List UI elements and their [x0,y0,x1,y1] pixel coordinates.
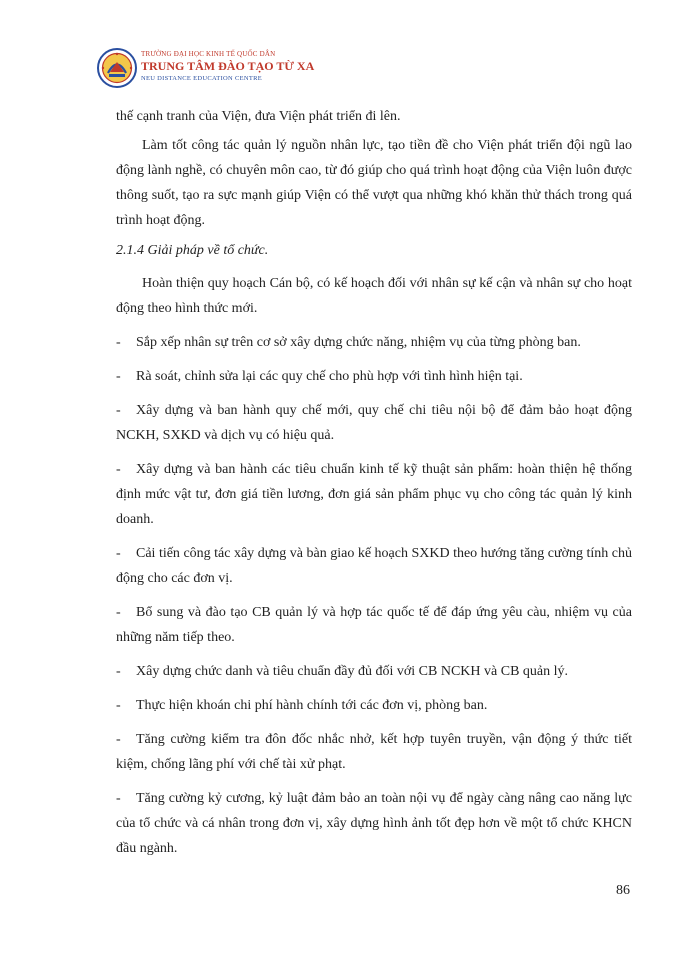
header-text [141,49,314,83]
list-item [116,398,632,448]
header-university: TRƯỜNG ĐẠI HỌC KINH TẾ QUỐC DÂN [141,50,276,58]
bullet-dash: - [116,369,121,384]
list-item-text: Thực hiện khoán chi phí hành chính tới các đơn vị, phòng ban. [136,698,488,713]
bullet-dash: - [116,732,121,747]
header-centre-english: NEU DISTANCE EDUCATION CENTRE [141,75,263,82]
list-item [116,693,632,718]
list-item-text: Xây dựng và ban hành quy chế mới, quy chế chi tiêu nội bộ để đảm bảo hoạt động NCKH, SXKD và dịch vụ có hiệu quả. [116,403,632,443]
bullet-dash: - [116,403,121,418]
paragraph-hr-management: Làm tốt công tác quản lý nguồn nhân lực, tạo tiền đề cho Viện phát triển đội ngũ lao động lành nghề, có chuyên môn cao, từ đó giúp cho quá trình hoạt động của Viện luôn được thông suốt, tạo ra sực mạnh giúp Viện có thể vượt qua những khó khăn thử thách trong quá trình hoạt động. [116,138,632,228]
list-item [116,364,632,389]
page-header [97,46,337,90]
list-item-text: Tăng cường kiểm tra đôn đốc nhắc nhở, kết hợp tuyên truyền, vận động ý thức tiết kiệm, chống lãng phí với chế tài xử phạt. [116,732,632,772]
bullet-dash: - [116,546,121,561]
bullet-dash: - [116,664,121,679]
list-item [116,600,632,650]
bullet-dash: - [116,698,121,713]
page-number: 86 [616,883,630,898]
list-item-text: Bổ sung và đào tạo CB quản lý và hợp tác quốc tế để đáp ứng yêu càu, nhiệm vụ của những năm tiếp theo. [116,605,632,645]
list-item [116,330,632,355]
list-item-text: Xây dựng và ban hành các tiêu chuẩn kinh tế kỹ thuật sản phẩm: hoàn thiện hệ thống định mức vật tư, đơn giá tiền lương, đơn giá sản phẩm phục vụ cho công tác quản lý kinh doanh. [116,462,632,527]
list-item-text: Sắp xếp nhân sự trên cơ sở xây dựng chức năng, nhiệm vụ của từng phòng ban. [136,335,581,350]
paragraph-continuation: thế cạnh tranh của Viện, đưa Viện phát triển đi lên. [116,109,401,124]
list-item [116,541,632,591]
paragraph-planning: Hoàn thiện quy hoạch Cán bộ, có kế hoạch đối với nhân sự kế cận và nhân sự cho hoạt động theo hình thức mới. [116,276,632,316]
header-centre-name: TRUNG TÂM ĐÀO TẠO TỪ XA [141,59,315,73]
bullet-dash: - [116,605,121,620]
list-item-text: Tăng cường kỷ cương, kỷ luật đảm bảo an toàn nội vụ để ngày càng nâng cao năng lực của tổ chức và cá nhân trong đơn vị, xây dựng hình ảnh tốt đẹp hơn về một tổ chức KHCN đầu ngành. [116,791,632,856]
list-item-text: Rà soát, chỉnh sửa lại các quy chế cho phù hợp với tình hình hiện tại. [136,369,523,384]
list-item [116,786,632,861]
bullet-dash: - [116,462,121,477]
section-heading: 2.1.4 Giải pháp về tổ chức. [116,243,269,258]
list-item [116,457,632,532]
list-item [116,659,632,684]
document-body [116,104,632,861]
list-item [116,727,632,777]
bullet-dash: - [116,791,121,806]
neu-logo-icon [97,48,137,88]
list-item-text: Cải tiến công tác xây dựng và bàn giao kế hoạch SXKD theo hướng tăng cường tính chủ động cho các đơn vị. [116,546,632,586]
list-item-text: Xây dựng chức danh và tiêu chuẩn đầy đủ đối với CB NCKH và CB quản lý. [136,664,569,679]
bullet-dash: - [116,335,121,350]
